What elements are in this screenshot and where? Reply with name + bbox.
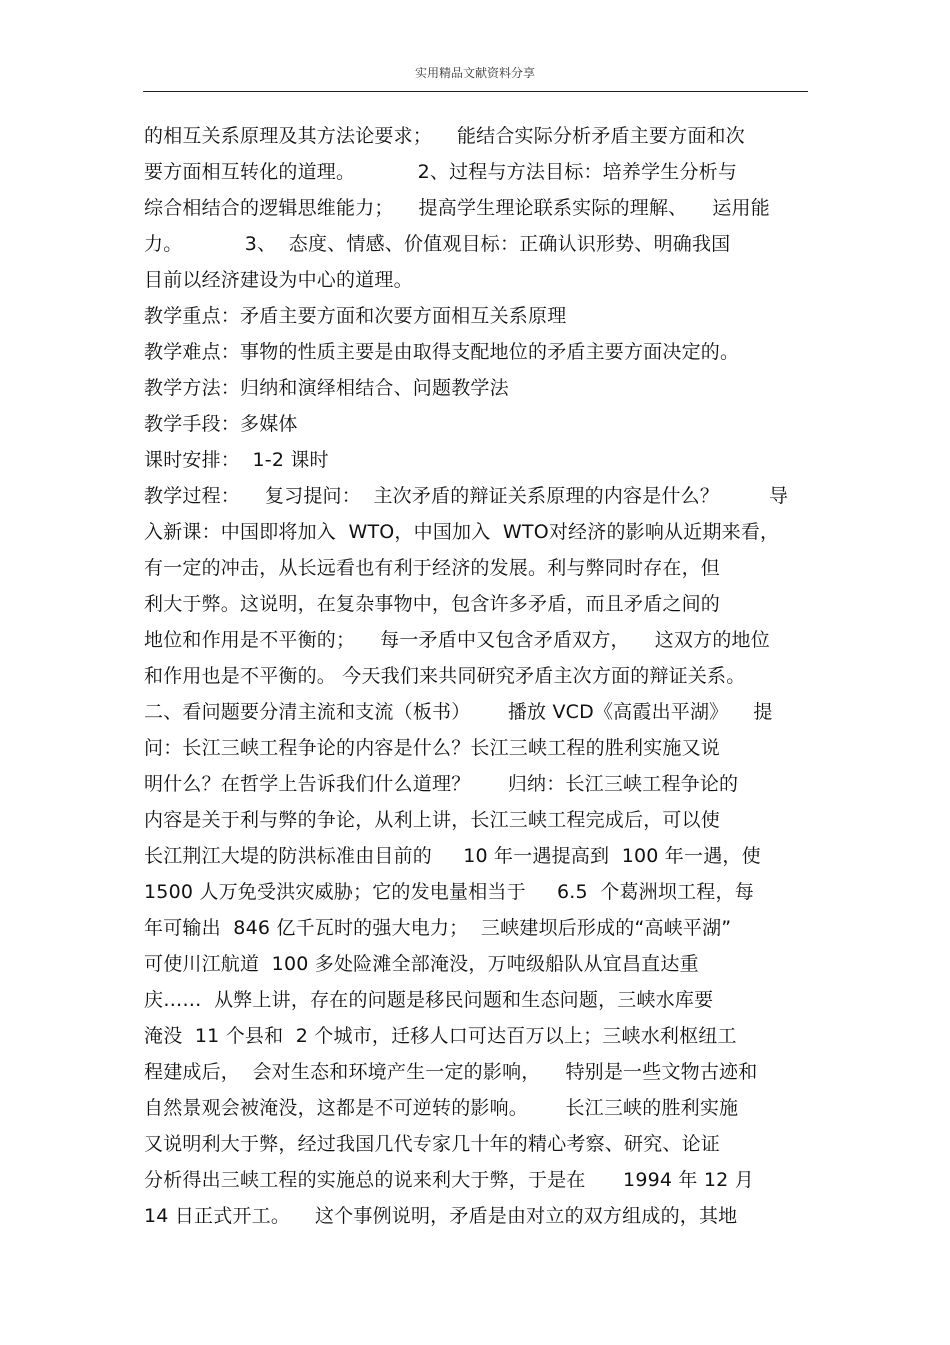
text-line: 淹没 11 个县和 2 个城市，迁移人口可达百万以上；三峡水利枢纽工 bbox=[144, 1025, 737, 1047]
text-line: 可使川江航道 100 多处险滩全部淹没，万吨级船队从宜昌直达重 bbox=[144, 953, 699, 975]
text-line: 程建成后， 会对生态和环境产生一定的影响， 特别是一些文物古迹和 bbox=[144, 1061, 758, 1083]
text-line: 庆…… 从弊上讲，存在的问题是移民问题和生态问题，三峡水库要 bbox=[144, 989, 714, 1011]
text-line: 目前以经济建设为中心的道理。 bbox=[144, 269, 413, 291]
text-line: 年可输出 846 亿千瓦时的强大电力； 三峡建坝后形成的“高峡平湖” bbox=[144, 917, 732, 939]
text-line: 又说明利大于弊，经过我国几代专家几十年的精心考察、研究、论证 bbox=[144, 1133, 721, 1155]
text-line: 的相互关系原理及其方法论要求； 能结合实际分析矛盾主要方面和次 bbox=[144, 125, 745, 147]
text-line: 入新课：中国即将加入 WTO，中国加入 WTO对经济的影响从近期来看， bbox=[144, 521, 780, 543]
text-line: 内容是关于利与弊的争论，从利上讲，长江三峡工程完成后，可以使 bbox=[144, 809, 721, 831]
text-line: 有一定的冲击，从长远看也有利于经济的发展。利与弊同时存在，但 bbox=[144, 557, 721, 579]
text-line: 力。 3、 态度、情感、价值观目标：正确认识形势、明确我国 bbox=[144, 233, 731, 255]
teaching-method-line: 教学方法：归纳和演绎相结合、问题教学法 bbox=[144, 377, 509, 399]
text-line: 问：长江三峡工程争论的内容是什么？长江三峡工程的胜利实施又说 bbox=[144, 737, 721, 759]
page-header: 实用精品文献资料分享 bbox=[414, 66, 535, 80]
teaching-process-line: 教学过程： 复习提问： 主次矛盾的辩证关系原理的内容是什么？ 导 bbox=[144, 485, 789, 507]
teaching-means-line: 教学手段：多媒体 bbox=[144, 413, 298, 435]
text-line: 要方面相互转化的道理。 2、过程与方法目标：培养学生分析与 bbox=[144, 161, 738, 183]
text-line: 长江荆江大堤的防洪标准由目前的 10 年一遇提高到 100 年一遇，使 bbox=[144, 845, 761, 867]
text-line: 1500 人万免受洪灾威胁；它的发电量相当于 6.5 个葛洲坝工程，每 bbox=[144, 881, 754, 903]
text-line: 分析得出三峡工程的实施总的说来利大于弊，于是在 1994 年 12 月 bbox=[144, 1169, 754, 1191]
document-body bbox=[144, 118, 824, 1234]
teaching-difficulty-line: 教学难点：事物的性质主要是由取得支配地位的矛盾主要方面决定的。 bbox=[144, 341, 740, 363]
teaching-focus-line: 教学重点：矛盾主要方面和次要方面相互关系原理 bbox=[144, 305, 567, 327]
text-line: 综合相结合的逻辑思维能力； 提高学生理论联系实际的理解、 运用能 bbox=[144, 197, 770, 219]
text-line: 自然景观会被淹没，这都是不可逆转的影响。 长江三峡的胜利实施 bbox=[144, 1097, 739, 1119]
class-hours-line: 课时安排： 1-2 课时 bbox=[144, 449, 329, 471]
text-line: 地位和作用是不平衡的； 每一矛盾中又包含矛盾双方， 这双方的地位 bbox=[144, 629, 770, 651]
text-line: 利大于弊。这说明，在复杂事物中，包含许多矛盾，而且矛盾之间的 bbox=[144, 593, 721, 615]
text-line: 和作用也是不平衡的。 今天我们来共同研究矛盾主次方面的辩证关系。 bbox=[144, 665, 746, 687]
text-line: 14 日正式开工。 这个事例说明，矛盾是由对立的双方组成的，其地 bbox=[144, 1205, 738, 1227]
text-line: 明什么？在哲学上告诉我们什么道理？ 归纳：长江三峡工程争论的 bbox=[144, 773, 739, 795]
section-heading-line: 二、看问题要分清主流和支流（板书） 播放 VCD《高霞出平湖》 提 bbox=[144, 701, 773, 723]
header-divider bbox=[143, 91, 808, 92]
